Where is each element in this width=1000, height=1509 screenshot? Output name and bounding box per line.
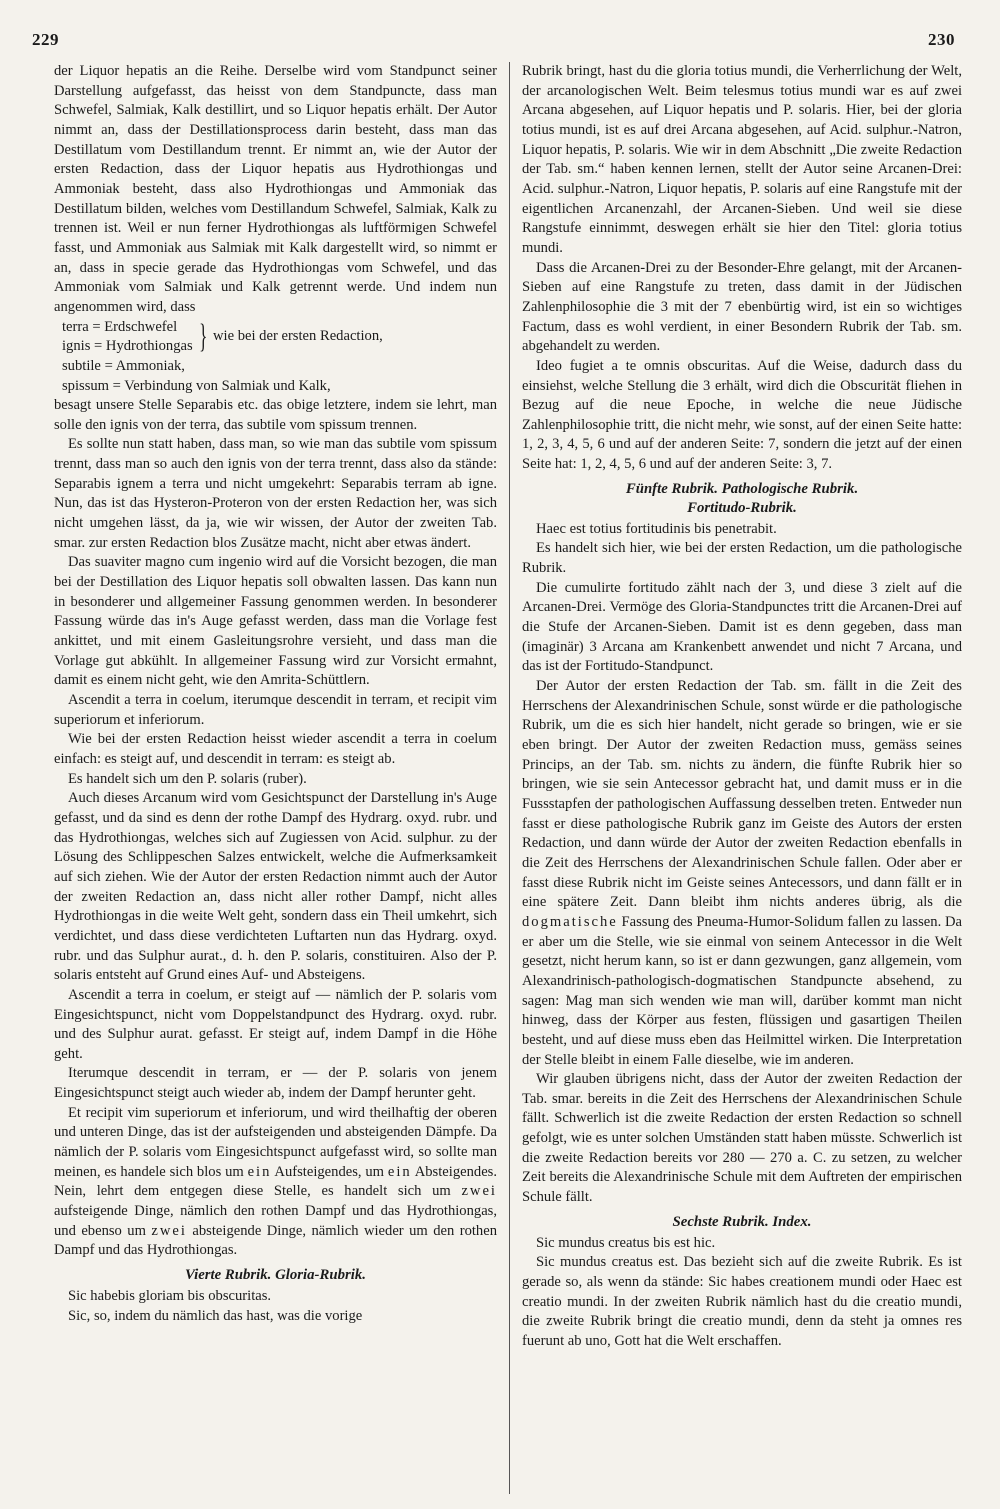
paragraph: Sic habebis gloriam bis obscuritas. [68,1288,272,1305]
right-brace: } [198,318,207,356]
formula-terra: terra = Erdschwefel [62,318,178,335]
paragraph: Es handelt sich um den P. solaris (ruber). [68,770,307,787]
formula-ignis: ignis = Hydrothiongas [62,338,193,355]
paragraph: Ascendit a terra in coelum, iterumque descendit in terram, et recipit vim superiorum et inferiorum. [54,692,497,728]
paragraph: Sic, so, indem du nämlich das hast, was die vorige [68,1307,363,1324]
page-number-left: 229 [32,30,59,49]
paragraph: Es handelt sich hier, wie bei der ersten Redaction, um die pathologische Rubrik. [522,540,962,577]
spaced-word: ein [247,1163,272,1180]
left-column [54,62,497,1326]
paragraph: Es sollte nun statt haben, dass man, so wie man das subtile vom spissum trennt, dass man so auch den ignis von der terra trennt, dass also da stände: Separabis ignem a terra und nicht umgekehrt: Separabis terram ab igne. Nun, das ist das Hysteron-Proteron von der ersten Redaction her, was sich nicht umgehen lässt, da ja, wie wir wissen, der Autor der zweiten Tab. smar. zur ersten Redaction blos Zusätze macht, nicht aber etwas ändert. [54,436,497,551]
paragraph: Dass die Arcanen-Drei zu der Besonder-Ehre gelangt, mit der Arcanen-Sieben auf eine Rangstufe zu treten, dass damit in der Jüdischen Zahlenphilosophie die 3 mit der 7 ebenbürtig wird, ist ein so wichtiges Factum, dass es wohl verdient, in einer Besondern Rubrik der Tab. sm. abgehandelt zu werden. [522,259,962,355]
page-number-right: 230 [928,30,955,49]
paragraph: Sic mundus creatus est. Das bezieht sich auf die zweite Rubrik. Es ist gerade so, als wenn da stände: Sic habes creationem mundi oder Haec est creatio mundi. In der zweiten Rubrik nämlich hast du die creatio mundi, die zweite Rubrik bringt die creatio mundi, denn da steht ja omnes res fuerunt ab uno, Gott hat die Welt erschaffen. [522,1254,962,1350]
spaced-word: zwei [461,1183,497,1200]
paragraph: Iterumque descendit in terram, er — der P. solaris von jenem Eingesichtspunct steigt auch wieder ab, indem der Dampf herunter geht. [54,1065,497,1102]
paragraph: Et recipit vim superiorum et inferiorum, und wird theilhaftig der oberen und unteren Dinge, das ist der aufsteigenden und absteigenden Dämpfe. Da nämlich der P. solaris vom Eingesichtspunct aufgefasst wird, so sollte man meinen, es handele sich blos um ein Aufsteigendes, um ein Absteigendes. Nein, lehrt dem entgegen diese Stelle, es handelt sich um zwei aufsteigende Dinge, nämlich den rothen Dampf und das Hydrothiongas, und ebenso um zwei absteigende Dinge, nämlich wieder um den rothen Dampf und das Hydrothiongas. [54,1104,497,1259]
formula-subtile: subtile = Ammoniak, [62,357,185,374]
paragraph: Rubrik bringt, hast du die gloria totius mundi, die Verherrlichung der Welt, der arcanologischen Welt. Beim telesmus totius mundi war es auf zwei Arcana abgesehen, auf Liquor hepatis und P. solaris. Hier, bei der gloria totius mundi, ist es auf drei Arcana abgesehen, auf Acid. sulphur.-Natron, Liquor hepatis, P. solaris. Wie wir in dem Abschnitt „Die zweite Redaction der Tab. sm.“ haben kennen lernen, stellt der Autor seine Arcanen-Drei: Acid. sulphur.-Natron, Liquor hepatis, P. solaris auf eine Rangstufe mit der eigentlichen Arcanenzahl, der Arcanen-Sieben. Und weil sie diese Rangstufe einnimmt, deswegen erhält sie hier den Titel: gloria totius mundi. [522,63,962,256]
paragraph: Ideo fugiet a te omnis obscuritas. Auf die Weise, dadurch dass du einsiehst, welche Stellung die 3 erhält, wird dich die Obscurität fliehen in Bezug auf die neue Epoche, in welche die neue Jüdische Zahlenphilosophie tritt, die nicht mehr, wie sonst, auf der einen Seite hatte: 1, 2, 3, 4, 5, 6 und auf der anderen Seite: 7, sondern die jetzt auf der einen Seite hat: 1, 2, 4, 5, 6 und auf der anderen Seite: 3, 7. [522,357,962,473]
paragraph: Sic mundus creatus bis est hic. [536,1234,716,1251]
heading-line: Fortitudo-Rubrik. [687,499,797,516]
paragraph: Das suaviter magno cum ingenio wird auf die Vorsicht bezogen, die man bei der Destillation des Liquor hepatis soll obwalten lassen. Das kann nun in besonderer und allgemeiner Fassung genommen werden. In besonderer Fassung würde das in's Auge gefasst werden, dass man die Vorlage fest ankittet, und mit einem Gasleitungsrohre versieht, und dass man die Vorlage gut abkühlt. In allgemeiner Fassung wird zur Vorsicht ermahnt, damit es einem nicht geht, wie den Amrita-Schüttlern. [54,554,497,689]
right-column [522,62,962,1352]
paragraph: Haec est totius fortitudinis bis penetrabit. [536,520,777,537]
section-heading-vierte-rubrik: Vierte Rubrik. Gloria-Rubrik. [185,1267,366,1284]
spaced-word: dogmatische [522,913,618,930]
formula-brace-group [62,318,497,357]
paragraph: Auch dieses Arcanum wird vom Gesichtspunct der Darstellung in's Auge gefasst, und da sind es denn der rothe Dampf des Hydrarg. oxyd. rubr. und das Hydrothiongas, welches sich auf Zugiessen von Acid. sulphur. zu der Lösung des Schlippeschen Salzes entwickelt, welche die Aufmerksamkeit auf sich ziehen. Wie der Autor der ersten Redaction nimmt auch der Autor der zweiten Redaction an, dass nicht aller rother Dampf, nicht alles Hydrothiongas in die weite Welt geht, sondern dass ein Theil umkehrt, sich verdichtet, und dass diese verdichteten Luftarten nun das Hydrarg. oxyd. rubr. und das Sulphur aurat., d. h. den P. solaris, constituiren. Also der P. solaris entsteht auf Grund eines Auf- und Absteigens. [54,790,497,984]
paragraph: Wie bei der ersten Redaction heisst wieder ascendit a terra in coelum einfach: es steigt auf, und descendit in terram: es steigt ab. [54,731,497,767]
paragraph: Ascendit a terra in coelum, er steigt auf — nämlich der P. solaris vom Eingesichtspunct, nicht vom Doppelstandpunct des Hydrarg. oxyd. rubr. und des Sulphur aurat. gefasst. Er steigt auf, indem Dampf in die Höhe geht. [54,986,497,1062]
paragraph: Wir glauben übrigens nicht, dass der Autor der zweiten Redaction der Tab. smar. bereits in die Zeit des Herrschens der Alexandrinischen Schule fällt. Schwerlich ist die zweite Redaction der ersten Redaction so schnell gefolgt, wie es unter solchen Umständen statt haben müsste. Schwerlich ist die zweite Redaction bereits vor 280 — 270 a. C. zu setzen, zu welcher Zeit bereits die Alexandrinische Schule mit dem Auftreten der empirischen Schule fällt. [522,1071,962,1206]
heading-line: Fünfte Rubrik. Pathologische Rubrik. [625,480,859,497]
spaced-word: ein [387,1163,412,1180]
paragraph: der Liquor hepatis an die Reihe. Derselbe wird vom Standpunct seiner Darstellung aufgefasst, das heisst von dem Standpuncte, dass man Schwefel, Salmiak, Kalk destillirt, und so Liquor hepatis erhält. Der Autor nimmt an, dass der Destillationsprocess darin besteht, dass man das Destillatum vom Destillandum trennt. Er nimmt an, wie der Autor der ersten Redaction, dass der Liquor hepatis aus Hydrothiongas und Ammoniak besteht, dass also Hydrothiongas und Ammoniak das Destillatum bilden, welches vom Destillandum Schwefel, Salmiak, Kalk zu trennen ist. Weil er nun ferner Hydrothiongas als luftförmigen Schwefel fasst, und Ammoniak aus Salmiak mit Kalk dargestellt wird, so nimmt er an, dass in specie gerade das Hydrothiongas vom Schwefel, und das Ammoniak vom Salmiak und Kalk getrennt werde. Und indem nun angenommen wird, dass [54,63,497,315]
paragraph: Der Autor der ersten Redaction der Tab. sm. fällt in die Zeit des Herrschens der Alexandrinischen Schule, sonst würde er die pathologische Rubrik, um die es sich hier handelt, nicht gerade so bringen, wie er sie eben bringt. Der Autor der zweiten Redaction muss, gemäss seines Princips, an der Tab. sm. nichts zu ändern, die fünfte Rubrik hier so bringen, wie sie sein Antecessor gebracht hat, und damit muss er in die Fussstapfen der pathologischen Auffassung desselben treten. Entweder nun fasst er diese pathologische Rubrik ganz im Geiste des Autors der ersten Redaction, und dann würde der Autor der zweiten Redaction ebenfalls in die Zeit des Herrschens der Alexandrinischen Schule fallen. Oder aber er fasst diese Rubrik nicht im Geiste seines Antecessors, und dann fällt er in eine spätere Zeit. Dann bleibt ihm nichts anderes übrig, als die dogmatische Fassung des Pneuma-Humor-Solidum fallen zu lassen. Da er aber um die Stelle, wie sie einmal von seinem Antecessor in die Welt gesetzt, nicht herum kann, so ist er dann gezwungen, ganz allgemein, vom Alexandrinisch-pathologisch-dogmatischen Standpuncte absehend, zu sagen: Mag man sich wenden wie man will, darüber kommt man nicht hinweg, dass der Körper aus festen, flüssigen und gasartigen Theilen besteht, und auf diese muss eben das Heilmittel wirken. Die Interpretation der Stelle bleibt in einem Falle dieselbe, wie im anderen. [522,678,962,1068]
section-heading-sechste-rubrik: Sechste Rubrik. Index. [672,1213,812,1230]
paragraph: Die cumulirte fortitudo zählt nach der 3, und diese 3 zielt auf die Arcanen-Drei. Vermöge des Gloria-Standpunctes tritt die Arcanen-Drei auf die Stufe der Arcanen-Sieben. Damit ist es denn gegeben, dass man (imaginär) 3 Arcana am Krankenbett anwendet und nicht 7 Arcana, und das ist der Fortitudo-Standpunct. [522,579,962,675]
section-heading-fuenfte-rubrik [522,480,962,518]
column-divider [509,62,510,1494]
formula-brace-note: wie bei der ersten Redaction, [212,328,383,345]
formula-spissum: spissum = Verbindung von Salmiak und Kalk, [62,377,331,394]
spaced-word: zwei [151,1222,187,1239]
formula-block [54,318,497,397]
paragraph: besagt unsere Stelle Separabis etc. das obige letztere, indem sie lehrt, man solle den ignis von der terra, das subtile vom spissum trennen. [54,397,497,433]
